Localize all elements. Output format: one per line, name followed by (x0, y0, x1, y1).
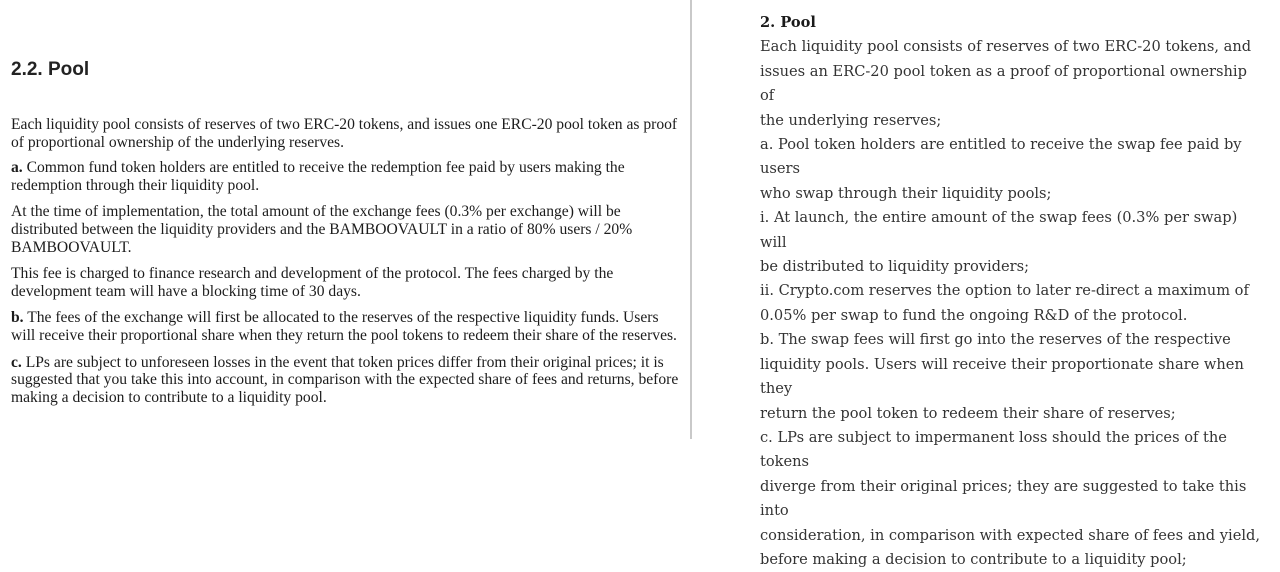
right-document-panel (692, 0, 1280, 568)
right-text-line: issues an ERC-20 pool token as a proof of proportional ownership of (760, 62, 1247, 105)
left-item-b-text: The fees of the exchange will first be allocated to the reserves of the respective liquidity funds. Users will receive their proportional share when they return the pool tokens to redeem their share of the reserves. (11, 309, 677, 344)
right-text-line: 0.05% per swap to fund the ongoing R&D of the protocol. (760, 306, 1188, 324)
right-text-line: b. The swap fees will first go into the reserves of the respective (760, 331, 1231, 349)
left-intro-paragraph: Each liquidity pool consists of reserves of two ERC-20 tokens, and issues one ERC-20 pool token as proof of proportional ownership of the underlying reserves. (11, 116, 678, 151)
right-text-line: ii. Crypto.com reserves the option to later re-direct a maximum of (760, 282, 1249, 300)
left-item-a-text: Common fund token holders are entitled to receive the redemption fee paid by users making the redemption through their liquidity pool. (11, 159, 625, 194)
left-section-heading: 2.2. Pool (11, 59, 90, 80)
right-text-line: be distributed to liquidity providers; (760, 258, 1030, 276)
left-item-c-text: LPs are subject to unforeseen losses in the event that token prices differ from their original prices; it is suggested that you take this into account, in comparison with the expected share of fees and returns, before making a decision to contribute to a liquidity pool. (11, 353, 679, 406)
right-text-line: return the pool token to redeem their share of reserves; (760, 404, 1176, 422)
left-document-body (11, 116, 681, 415)
right-text-line: diverge from their original prices; they are suggested to take this into (760, 477, 1247, 520)
left-item-a-label: a. (11, 159, 23, 177)
right-text-line: i. At launch, the entire amount of the swap fees (0.3% per swap) will (760, 209, 1238, 251)
right-text-line: the underlying reserves; (760, 111, 942, 129)
left-implementation-paragraph: At the time of implementation, the total amount of the exchange fees (0.3% per exchange) will be distributed between the liquidity providers and the BAMBOOVAULT in a ratio of 80% users / 20% BAMBOOVAULT. (11, 203, 633, 256)
left-item-b-paragraph (11, 309, 681, 344)
right-document-body (760, 11, 1260, 572)
left-item-b-label: b. (11, 309, 24, 327)
left-document-panel (0, 0, 690, 439)
right-text-line: before making a decision to contribute to a liquidity pool; (760, 550, 1187, 568)
left-item-c-label: c. (11, 353, 22, 371)
left-item-a-paragraph (11, 159, 681, 194)
right-text-line: c. LPs are subject to impermanent loss should the prices of the tokens (760, 428, 1227, 471)
right-text-line: liquidity pools. Users will receive their proportionate share when they (760, 355, 1244, 398)
right-section-heading: 2. Pool (760, 14, 816, 31)
left-fee-paragraph: This fee is charged to finance research and development of the protocol. The fees charged by the development team will have a blocking time of 30 days. (11, 265, 614, 300)
right-text-line: Each liquidity pool consists of reserves of two ERC-20 tokens, and (760, 38, 1252, 56)
right-text-line: a. Pool token holders are entitled to receive the swap fee paid by users (760, 136, 1242, 178)
left-item-c-paragraph (11, 354, 681, 407)
right-text-line: who swap through their liquidity pools; (760, 184, 1052, 202)
right-text-line: consideration, in comparison with expected share of fees and yield, (760, 526, 1260, 544)
